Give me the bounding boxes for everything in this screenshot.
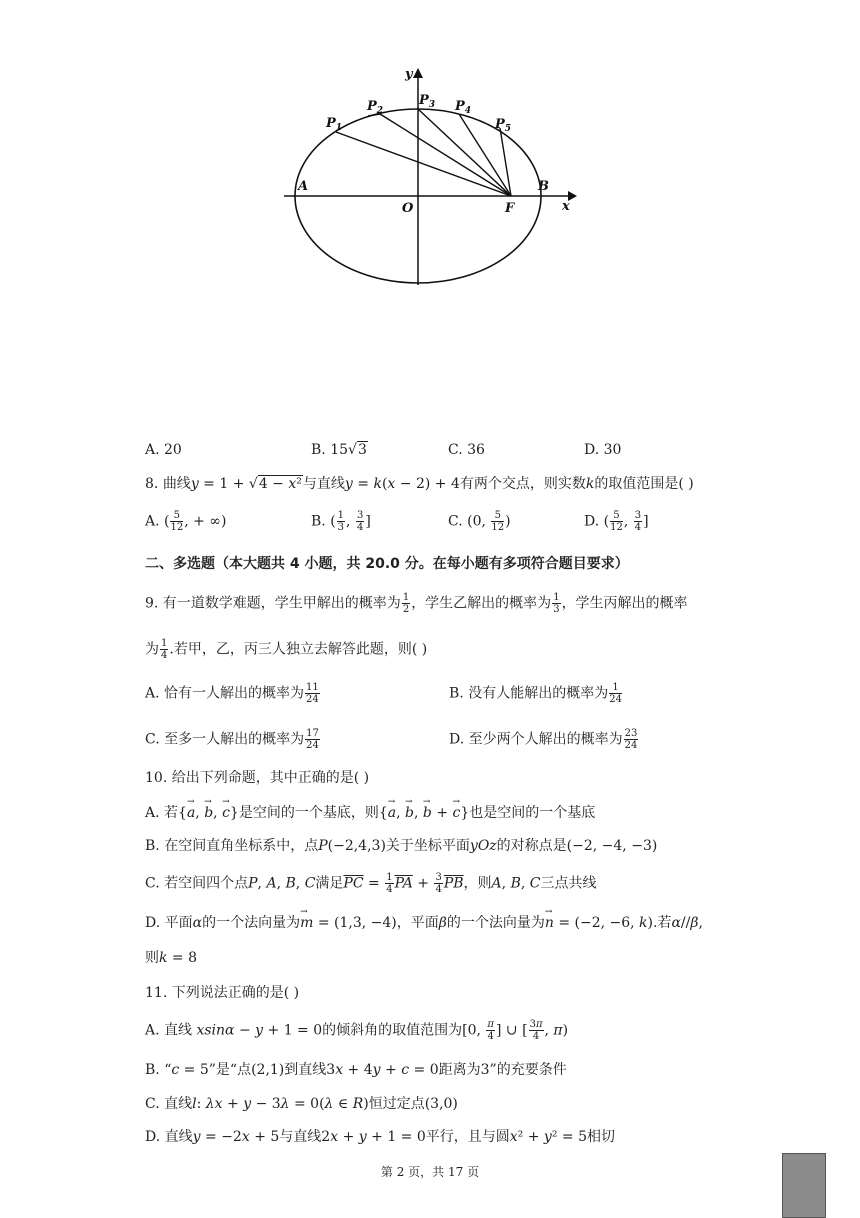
q8-option-a: A. ( $\frac{5}{12}$ , + ∞) bbox=[145, 510, 227, 533]
q7-option-a: A. 20 bbox=[145, 442, 182, 458]
page-footer: 第 2 页，共 17 页 bbox=[380, 1165, 480, 1179]
label-f: F bbox=[505, 201, 515, 216]
q11-option-a: A. 直线 xsinα − y + 1 = 0的倾斜角的取值范围为[0, $\frac{\pi}{4}$ ] ∪ [ $\frac{3\pi}{4}$ , π) bbox=[145, 1019, 569, 1042]
q9-stem-line1: 9. 有一道数学难题，学生甲解出的概率为 $\frac{1}{2}$ ，学生乙解出的概率为 $\frac{1}{3}$ ，学生丙解出的概率 bbox=[145, 592, 688, 615]
label-p2: $P_2$ bbox=[367, 99, 384, 116]
q8-option-c: C. (0, $\frac{5}{12}$ ) bbox=[448, 510, 511, 533]
ellipse-figure bbox=[270, 60, 590, 290]
label-p5: $P_5$ bbox=[495, 117, 512, 134]
q8-option-b: B. ( $\frac{1}{3}$ , $\frac{3}{4}$ ] bbox=[311, 510, 371, 533]
label-o: O bbox=[402, 201, 414, 216]
section-header: 二、多选题（本大题共 4 小题，共 20.0 分。在每小题有多项符合题目要求） bbox=[145, 556, 629, 572]
q11-option-d: D. 直线y = −2x + 5与直线2x + y + 1 = 0平行，且与圆x² + y² = 5相切 bbox=[145, 1129, 615, 1145]
q9-option-b: B. 没有人能解出的概率为 $\frac{1}{24}$ bbox=[449, 682, 622, 705]
q9-option-c: C. 至多一人解出的概率为 $\frac{17}{24}$ bbox=[145, 728, 319, 751]
q7-option-d: D. 30 bbox=[584, 442, 622, 458]
q9-stem-line2: 为 $\frac{1}{4}$ .若甲，乙，丙三人独立去解答此题，则( ) bbox=[145, 638, 428, 661]
q11-option-c: C. 直线l: λx + y − 3λ = 0(λ ∈ R)恒过定点(3,0) bbox=[145, 1096, 458, 1112]
q7-option-b: B. 15√3 bbox=[311, 442, 367, 458]
label-x: x bbox=[562, 199, 570, 214]
label-p4: $P_4$ bbox=[455, 99, 472, 116]
label-p3: $P_3$ bbox=[419, 93, 436, 110]
scrollbar-thumb[interactable] bbox=[782, 1153, 826, 1218]
q10-option-b: B. 在空间直角坐标系中，点P(−2,4,3)关于坐标平面yOz的对称点是(−2, −4, −3) bbox=[145, 838, 658, 854]
q10-option-c: C. 若空间四个点P, A, B, C满足$\overline{PC}$ = $\frac{1}{4}$ $\overline{PA}$ + $\frac{3}{4}$ $\overline{PB}$，则A, B, C三点共线 bbox=[145, 872, 597, 895]
q10-option-d: D. 平面α的一个法向量为→ m = (1,3, −4)，平面β的一个法向量为→ n = (−2, −6, k).若α//β, bbox=[145, 913, 703, 933]
q8-stem: 8. 曲线y = 1 + √4 − x²与直线y = k(x − 2) + 4有两个交点，则实数k的取值范围是( ) bbox=[145, 476, 694, 492]
q10-option-d-line2: 则k = 8 bbox=[145, 950, 198, 966]
q7-option-c: C. 36 bbox=[448, 442, 485, 458]
q9-option-d: D. 至少两个人解出的概率为 $\frac{23}{24}$ bbox=[449, 728, 638, 751]
y-axis-arrow bbox=[413, 68, 423, 78]
q8-option-d: D. ( $\frac{5}{12}$ , $\frac{3}{4}$ ] bbox=[584, 510, 649, 533]
label-b: B bbox=[538, 179, 549, 194]
label-p1: $P_1$ bbox=[326, 116, 343, 133]
q10-stem: 10. 给出下列命题，其中正确的是( ) bbox=[145, 770, 370, 786]
label-a: A bbox=[298, 179, 309, 194]
q11-stem: 11. 下列说法正确的是( ) bbox=[145, 985, 300, 1001]
q11-option-b: B. “c = 5”是“点(2,1)到直线3x + 4y + c = 0距离为3”的充要条件 bbox=[145, 1062, 567, 1078]
label-y: y bbox=[405, 67, 413, 82]
q9-option-a: A. 恰有一人解出的概率为 $\frac{11}{24}$ bbox=[145, 682, 319, 705]
q10-option-a: A. 若{→ a, → b, → c}是空间的一个基底，则{→ a, → b, → b + → c}也是空间的一个基底 bbox=[145, 803, 595, 823]
